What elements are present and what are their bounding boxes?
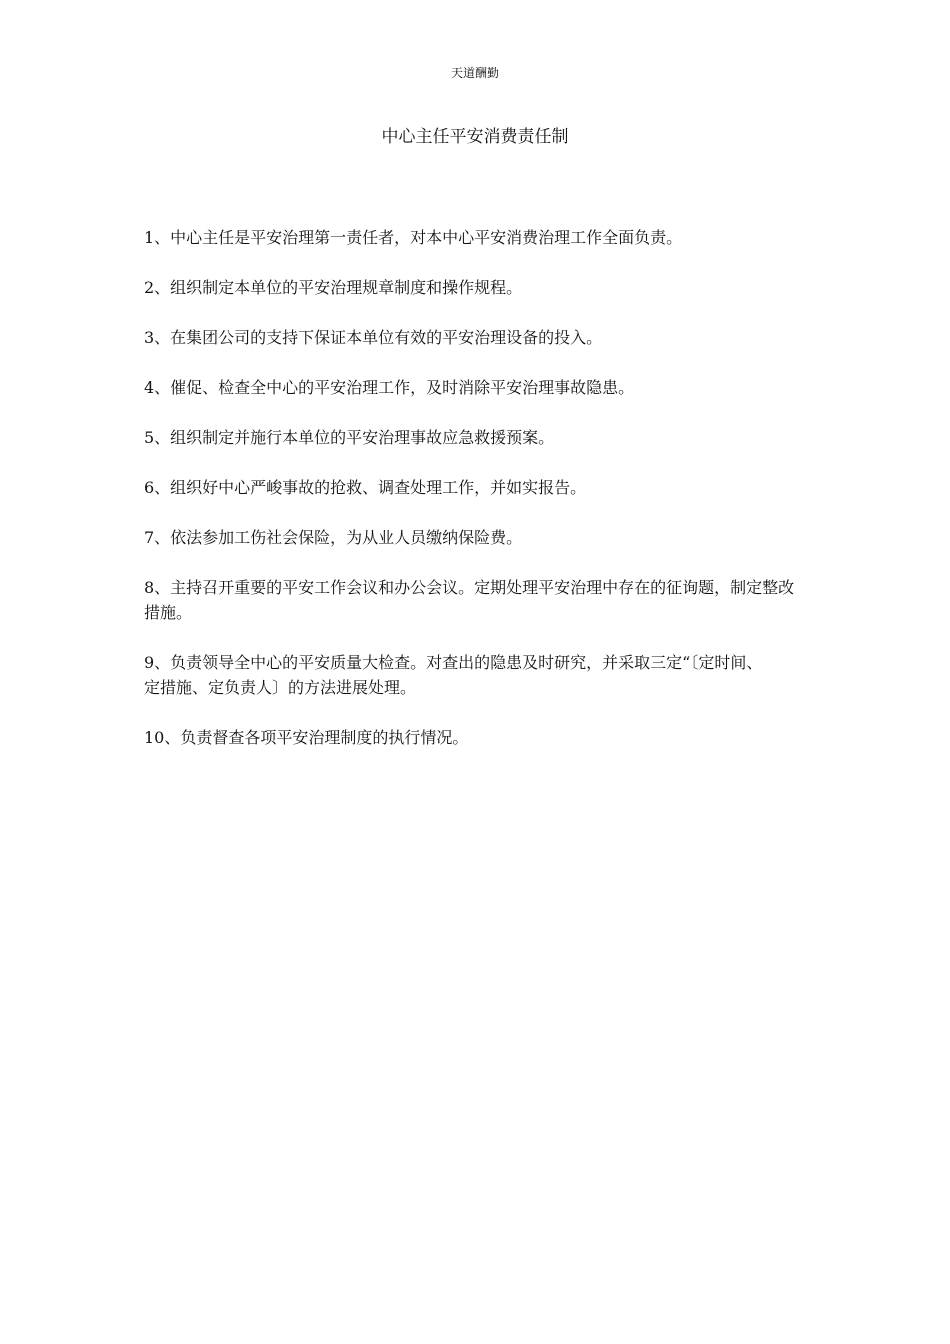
list-item: 6、组织好中心严峻事故的抢救、调查处理工作，并如实报告。 [144,478,587,497]
list-item: 2、组织制定本单位的平安治理规章制度和操作规程。 [144,278,523,297]
responsibility-list [144,225,810,775]
list-item: 10、负责督查各项平安治理制度的执行情况。 [144,728,469,747]
list-item: 1、中心主任是平安治理第一责任者，对本中心平安消费治理工作全面负责。 [144,228,683,247]
document-title: 中心主任平安消费责任制 [381,127,569,147]
list-item: 4、催促、检查全中心的平安治理工作，及时消除平安治理事故隐患。 [144,378,635,397]
list-item: 5、组织制定并施行本单位的平安治理事故应急救援预案。 [144,428,555,447]
list-item: 9、负责领导全中心的平安质量大检查。对查出的隐患及时研究，并采取三定“〔定时间、定措施、定负责人〕的方法进展处理。 [144,653,763,697]
list-item: 3、在集团公司的支持下保证本单位有效的平安治理设备的投入。 [144,328,603,347]
list-item: 8、主持召开重要的平安工作会议和办公会议。定期处理平安治理中存在的征询题，制定整改措施。 [144,578,795,622]
page-header: 天道酬勤 [450,66,499,80]
list-item: 7、依法参加工伤社会保险，为从业人员缴纳保险费。 [144,528,523,547]
